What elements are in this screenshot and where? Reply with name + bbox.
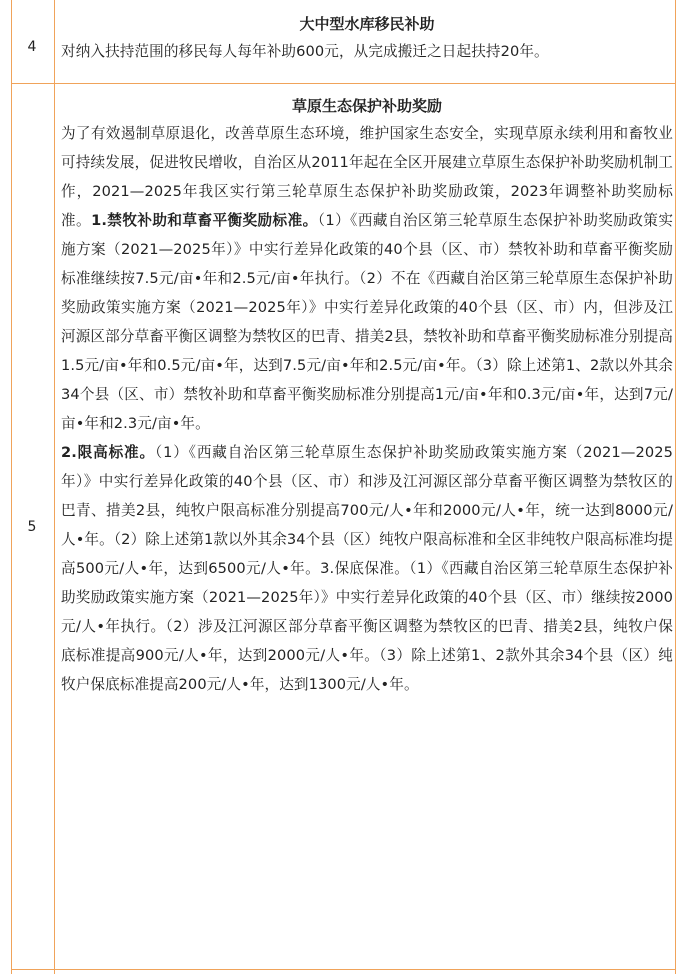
paragraph-body: （1）《西藏自治区第三轮草原生态保护补助奖励政策实施方案（2021—2025年）》中实行差异化政策的40个县（区、市）和涉及江河源区部分草畜平衡区调整为禁牧区的巴青、措美2县，纯牧户限高标准分别提高700元/人•年和2000元/人•年，统一达到8000元/人•年。（2）除上述第1款以外其余34个县（区）纯牧户限高标准和全区非纯牧户限高标准均提高500元/人•年，达到6500元/人•年。3.保底保准。（1）《西藏自治区第三轮草原生态保护补助奖励政策实施方案（2021—2025年）》中实行差异化政策的40个县（区、市）继续按2000元/人•年执行。（2）涉及江河源区部分草畜平衡区调整为禁牧区的巴青、措美2县，纯牧户保底标准提高900元/人•年，达到2000元/人•年。（3）除上述第1、2款外其余34个县（区）纯牧户保底标准提高200元/人•年，达到1300元/人•年。 <box>61 444 674 693</box>
paragraph-intro: 为了有效遏制草原退化，改善草原生态环境，维护国家生态安全，实现草原永续利用和畜牧业可持续发展，促进牧民增收，自治区从2011年起在全区开展建立草原生态保护补助奖励机制工作，2021—2025年我区实行第三轮草原生态保护补助奖励政策，2023年调整补助奖励标准。 <box>61 125 673 229</box>
row-title: 草原生态保护补助奖励 <box>291 97 442 115</box>
paragraph-1 <box>61 119 673 438</box>
row-title: 大中型水库移民补助 <box>299 15 435 33</box>
row-divider <box>11 969 676 970</box>
row-number: 5 <box>27 519 37 535</box>
row-divider <box>11 83 676 84</box>
table-border-right <box>675 0 676 974</box>
policy-table <box>11 0 676 974</box>
section-heading-1: 1.禁牧补助和草畜平衡奖励标准。 <box>91 212 318 229</box>
row-body: 对纳入扶持范围的移民每人每年补助600元，从完成搬迁之日起扶持20年。 <box>61 43 549 60</box>
row-number: 4 <box>27 39 37 55</box>
row-content <box>61 96 673 699</box>
table-border-left <box>11 0 12 974</box>
table-column-divider <box>54 0 55 974</box>
paragraph-2 <box>61 438 673 699</box>
row-content <box>61 14 673 66</box>
section-heading-2: 2.限高标准。 <box>61 444 155 461</box>
paragraph-body: （1）《西藏自治区第三轮草原生态保护补助奖励政策实施方案（2021—2025年）》中实行差异化政策的40个县（区、市）禁牧补助和草畜平衡奖励标准继续按7.5元/亩•年和2.5元/亩•年执行。（2）不在《西藏自治区第三轮草原生态保护补助奖励政策实施方案（2021—2025年）》中实行差异化政策的40个县（区、市）内，但涉及江河源区部分草畜平衡区调整为禁牧区的巴青、措美2县，禁牧补助和草畜平衡奖励标准分别提高1.5元/亩•年和0.5元/亩•年，达到7.5元/亩•年和2.5元/亩•年。（3）除上述第1、2款以外其余34个县（区、市）禁牧补助和草畜平衡奖励标准分别提高1元/亩•年和0.3元/亩•年，达到7元/亩•年和2.3元/亩•年。 <box>61 212 674 432</box>
